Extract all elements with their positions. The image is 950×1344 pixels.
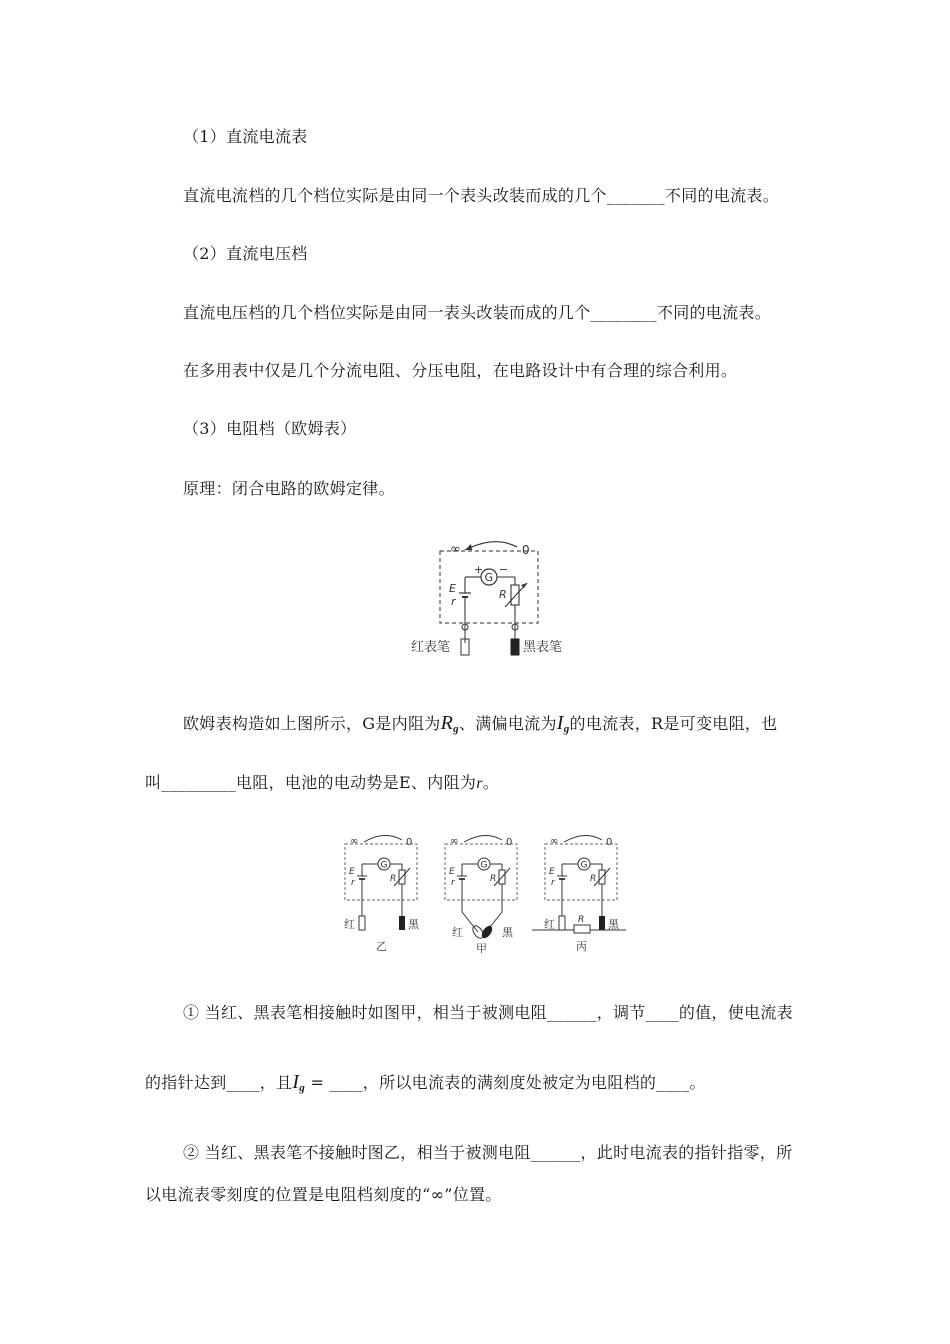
svg-text:黑: 黑 bbox=[502, 926, 513, 939]
caption-jia: 甲 bbox=[476, 942, 487, 955]
svg-text:红: 红 bbox=[452, 926, 463, 939]
svg-text:+: + bbox=[474, 563, 484, 576]
panel-bing bbox=[532, 835, 626, 953]
question-1-line1: ① 当红、黑表笔相接触时如图甲，相当于被测电阻______，调节____的值，使电流表 bbox=[183, 1003, 793, 1022]
three-panel-figure bbox=[340, 828, 630, 962]
panel-yi bbox=[344, 835, 420, 953]
Rg-symbol: $R_g$ bbox=[440, 712, 459, 735]
black-probe-icon bbox=[511, 639, 519, 655]
three-panel-svg bbox=[340, 828, 630, 958]
ohmmeter-para-line2: 叫_________电阻，电池的电动势是E、内阻为r。 bbox=[145, 773, 500, 792]
question-2-line1: ② 当红、黑表笔不接触时图乙，相当于被测电阻______，此时电流表的指针指零，所 bbox=[183, 1143, 793, 1162]
section-1-text: 直流电流档的几个档位实际是由同一个表头改装而成的几个_______不同的电流表。 bbox=[183, 186, 780, 205]
black-probe-label: 黑表笔 bbox=[523, 640, 563, 655]
section-3-principle: 原理：闭合电路的欧姆定律。 bbox=[183, 479, 395, 498]
svg-text:黑: 黑 bbox=[408, 918, 419, 931]
section-2-title: （2）直流电压档 bbox=[183, 244, 308, 263]
svg-text:黑: 黑 bbox=[608, 918, 619, 931]
variable-resistor-icon bbox=[511, 585, 519, 605]
red-probe-label: 红表笔 bbox=[411, 640, 451, 655]
ohmmeter-para-line1: 欧姆表构造如上图所示，G是内阻为$R_g$、满偏电流为$I_g$的电流表，R是可变电阻，也 bbox=[183, 712, 778, 735]
svg-text:G: G bbox=[484, 571, 494, 584]
svg-text:E: E bbox=[449, 582, 456, 595]
caption-bing: 丙 bbox=[576, 940, 587, 953]
svg-text:r: r bbox=[451, 595, 456, 608]
caption-yi: 乙 bbox=[376, 940, 387, 953]
svg-text:−: − bbox=[499, 563, 509, 576]
svg-text:红: 红 bbox=[544, 918, 555, 931]
section-3-title: （3）电阻档（欧姆表） bbox=[183, 419, 357, 438]
Ig-symbol: $I_g$ bbox=[556, 712, 570, 735]
r-symbol: r bbox=[476, 775, 483, 792]
question-1-line2: 的指针达到____，且$I_g$ = ____，所以电流表的满刻度处被定为电阻档的____。 bbox=[145, 1071, 706, 1094]
svg-text:红: 红 bbox=[344, 918, 355, 931]
zero-label: 0 bbox=[522, 543, 530, 557]
svg-text:R: R bbox=[578, 915, 585, 925]
svg-text:R: R bbox=[499, 588, 507, 601]
ohmmeter-circuit-figure bbox=[405, 533, 585, 667]
Ig-symbol-q1: $I_g$ bbox=[292, 1071, 306, 1094]
section-2-text: 直流电压档的几个档位实际是由同一表头改装而成的几个________不同的电流表。 bbox=[183, 303, 772, 322]
panel-jia bbox=[445, 835, 517, 955]
infinity-label: ∞ bbox=[450, 542, 461, 557]
ohmmeter-circuit-svg bbox=[405, 533, 585, 663]
question-2-line2: 以电流表零刻度的位置是电阻档刻度的“∞”位置。 bbox=[145, 1185, 502, 1204]
section-2-note: 在多用表中仅是几个分流电阻、分压电阻，在电路设计中有合理的综合利用。 bbox=[183, 361, 738, 380]
section-1-title: （1）直流电流表 bbox=[183, 127, 308, 146]
